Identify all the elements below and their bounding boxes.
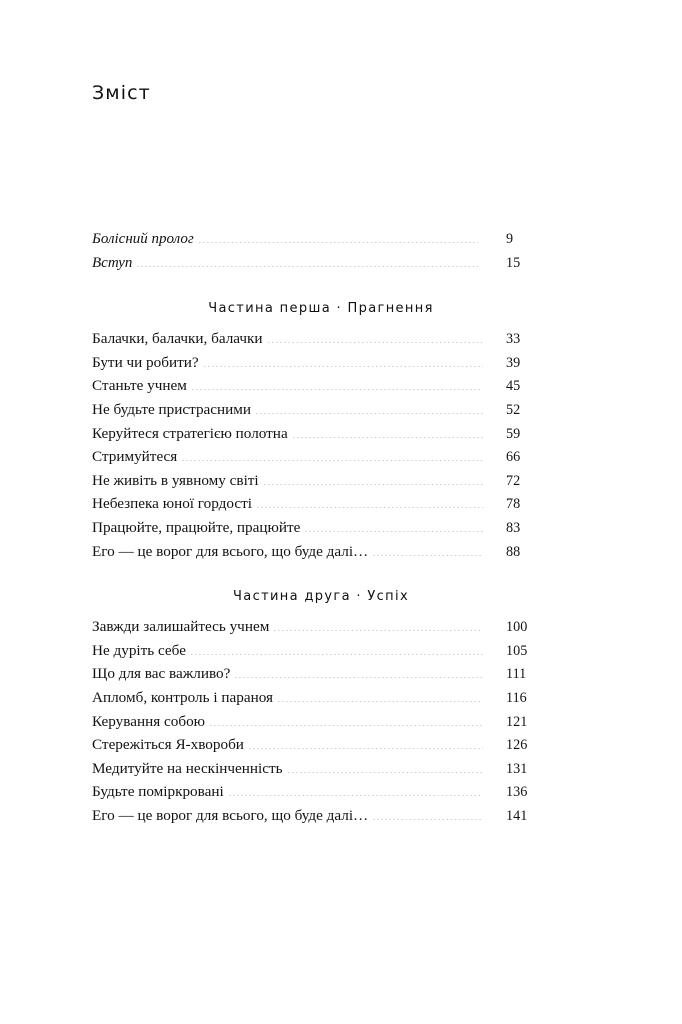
- toc-entry-page-number: 83: [506, 519, 521, 536]
- toc-entry-label: Станьте учнем: [92, 377, 187, 395]
- toc-entry-page-number: 111: [506, 666, 527, 683]
- dot-leader: [264, 484, 483, 485]
- dot-leader: [182, 460, 483, 461]
- toc-entry-label: Апломб, контроль і параноя: [92, 688, 273, 706]
- toc-entry-page-number: 72: [506, 472, 521, 489]
- toc-entry[interactable]: [92, 445, 550, 469]
- dot-leader: [210, 725, 483, 726]
- dot-leader: [305, 531, 483, 532]
- dot-leader: [268, 342, 483, 343]
- toc-entry-label: Завжди залишайтесь учнем: [92, 618, 270, 636]
- dot-leader: [199, 242, 478, 243]
- toc-entry[interactable]: [92, 780, 550, 804]
- page-title: Зміст: [92, 82, 151, 104]
- toc-entry[interactable]: [92, 469, 550, 493]
- dot-leader: [191, 654, 483, 655]
- toc-entry-page-number: 136: [506, 784, 528, 801]
- dot-leader: [204, 366, 483, 367]
- dot-leader: [274, 630, 483, 631]
- dot-leader: [373, 819, 483, 820]
- toc-entry-label: Балачки, балачки, балачки: [92, 330, 263, 348]
- toc-entry[interactable]: [92, 398, 550, 422]
- toc-entry-label: Бути чи робити?: [92, 353, 199, 371]
- toc-entry-page-number: 9: [506, 231, 514, 247]
- toc-part-heading: Частина перша · Прагнення: [208, 301, 434, 317]
- toc-entry-page-number: 52: [506, 401, 521, 418]
- toc-entry-label: Будьте поміркровані: [92, 783, 224, 801]
- toc-entry[interactable]: [92, 492, 550, 516]
- toc-entry-page-number: 33: [506, 331, 521, 348]
- dot-leader: [229, 795, 483, 796]
- toc-entry[interactable]: [92, 686, 550, 710]
- toc-entry[interactable]: [92, 422, 550, 446]
- toc-entry-label: Не живіть в уявному світі: [92, 471, 259, 489]
- toc-entry[interactable]: [92, 374, 550, 398]
- toc-entry[interactable]: [92, 733, 550, 757]
- toc-entry[interactable]: [92, 540, 550, 564]
- toc-entry-page-number: 141: [506, 807, 528, 824]
- toc-part-heading-block: [92, 275, 550, 327]
- dot-leader: [249, 748, 483, 749]
- toc-part-heading-block: [92, 563, 550, 615]
- toc-entry[interactable]: [92, 327, 550, 351]
- dot-leader: [278, 701, 483, 702]
- toc-entry-label: Не будьте пристрасними: [92, 400, 252, 418]
- dot-leader: [137, 266, 478, 267]
- toc-entry-label: Що для вас важливо?: [92, 665, 231, 683]
- toc-entry[interactable]: [92, 804, 550, 828]
- dot-leader: [192, 389, 483, 390]
- toc-entry-label: Керування собою: [92, 712, 206, 730]
- toc-entry-page-number: 66: [506, 449, 521, 466]
- toc-entry-page-number: 39: [506, 354, 521, 371]
- toc-part-heading: Частина друга · Успіх: [233, 589, 409, 605]
- toc-entry[interactable]: [92, 639, 550, 663]
- toc-entry[interactable]: [92, 615, 550, 639]
- toc-entry-page-number: 78: [506, 496, 521, 513]
- toc-entry-page-number: 105: [506, 642, 528, 659]
- dot-leader: [373, 555, 483, 556]
- dot-leader: [235, 677, 483, 678]
- toc-entry[interactable]: [92, 351, 550, 375]
- toc-entry-page-number: 100: [506, 619, 528, 636]
- toc-entry-page-number: 131: [506, 760, 528, 777]
- toc-list: [92, 228, 550, 827]
- toc-entry-page-number: 88: [506, 543, 521, 560]
- toc-entry-page-number: 116: [506, 689, 527, 706]
- toc-entry-page-number: 121: [506, 713, 528, 730]
- toc-entry[interactable]: [92, 516, 550, 540]
- toc-entry-label: Вступ: [92, 254, 133, 271]
- toc-entry-label: Медитуйте на нескінченність: [92, 759, 283, 777]
- toc-entry-label: Небезпека юної гордості: [92, 495, 252, 513]
- dot-leader: [257, 507, 483, 508]
- toc-entry-page-number: 126: [506, 737, 528, 754]
- dot-leader: [288, 772, 483, 773]
- toc-entry-label: Болісний пролог: [92, 231, 194, 247]
- toc-entry[interactable]: [92, 228, 550, 252]
- toc-entry-page-number: 59: [506, 425, 521, 442]
- toc-entry-label: Его — це ворог для всього, що буде далі…: [92, 806, 369, 824]
- toc-entry-label: Его — це ворог для всього, що буде далі…: [92, 542, 369, 560]
- toc-entry[interactable]: [92, 662, 550, 686]
- toc-entry[interactable]: [92, 252, 550, 276]
- toc-entry-label: Керуйтеся стратегією полотна: [92, 424, 288, 442]
- toc-entry[interactable]: [92, 710, 550, 734]
- toc-entry-page-number: 45: [506, 378, 521, 395]
- dot-leader: [293, 437, 483, 438]
- toc-entry-label: Стережіться Я-хвороби: [92, 736, 244, 754]
- toc-entry-label: Не дуріть себе: [92, 641, 186, 659]
- toc-entry-page-number: 15: [506, 254, 521, 271]
- toc-entry-label: Працюйте, працюйте, працюйте: [92, 518, 301, 536]
- toc-entry-label: Стримуйтеся: [92, 448, 178, 466]
- toc-entry[interactable]: [92, 757, 550, 781]
- dot-leader: [256, 413, 483, 414]
